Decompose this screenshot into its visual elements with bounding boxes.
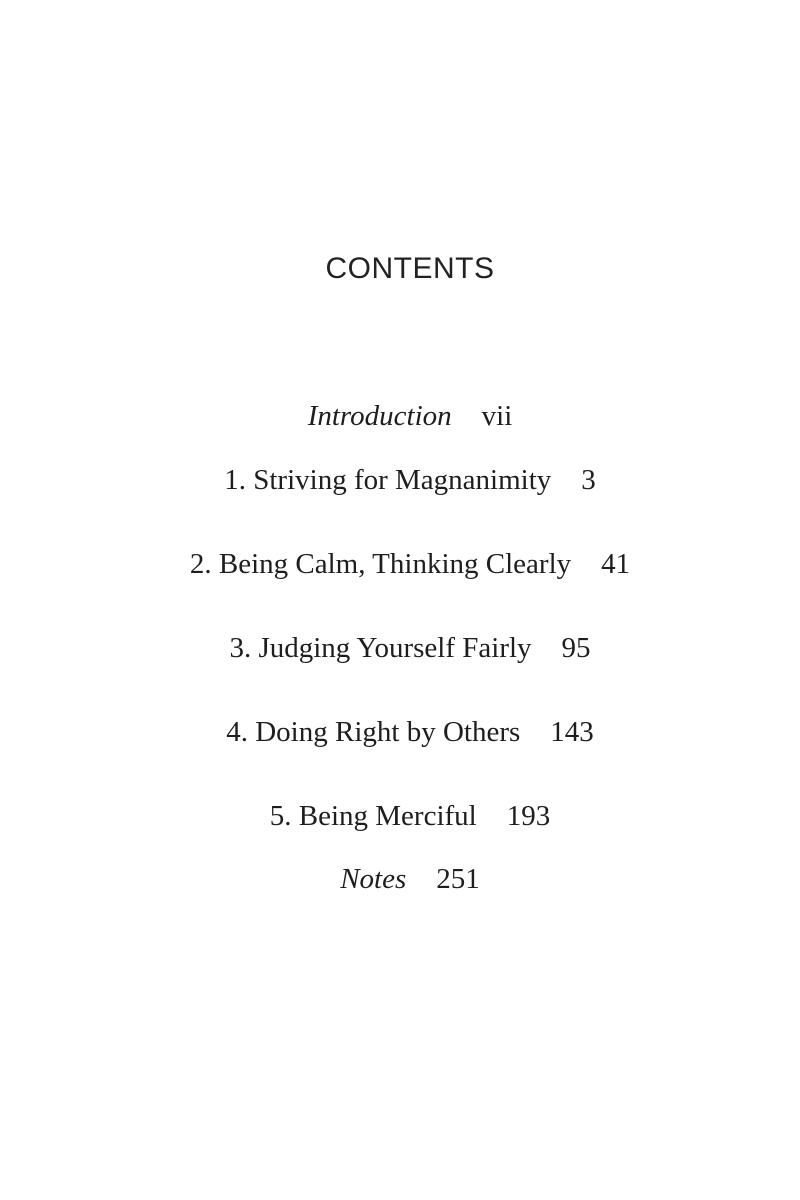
toc-entry-page: 3 [581, 464, 596, 496]
toc-entry-page: 95 [561, 632, 591, 664]
toc-entry-chapter-3 [0, 632, 800, 665]
toc-entry-introduction [0, 400, 800, 433]
toc-entry-page: vii [481, 400, 513, 432]
toc-entry-page: 251 [436, 863, 480, 895]
toc-entry-notes [0, 863, 800, 896]
toc-entry-page: 193 [506, 800, 551, 832]
toc-entry-title: 5. Being Merciful [269, 800, 477, 832]
toc-entry-chapter-1 [0, 464, 800, 497]
toc-entry-chapter-4 [0, 716, 800, 749]
toc-entry-title: Notes [340, 863, 407, 895]
toc-entry-chapter-2 [0, 548, 800, 581]
toc-entry-title: 1. Striving for Magnanimity [224, 464, 552, 496]
toc-entry-title: Introduction [307, 400, 452, 432]
toc-entry-chapter-5 [0, 800, 800, 833]
toc-entry-page: 143 [550, 716, 594, 748]
toc-entry-title: 4. Doing Right by Others [226, 716, 521, 748]
toc-entry-page: 41 [601, 548, 631, 580]
contents-heading: CONTENTS [325, 252, 495, 285]
toc-entry-title: 2. Being Calm, Thinking Clearly [189, 548, 572, 580]
toc-entry-title: 3. Judging Yourself Fairly [229, 632, 532, 664]
